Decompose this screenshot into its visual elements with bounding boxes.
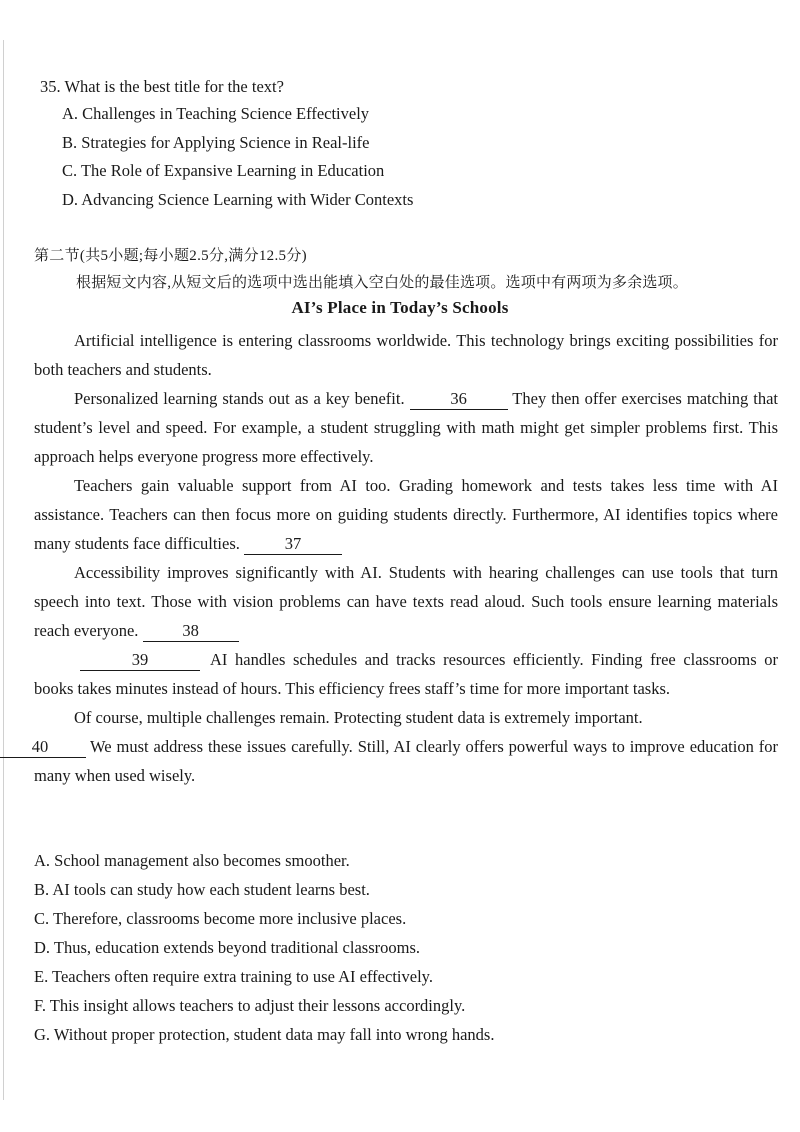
- passage-body: [31, 326, 779, 790]
- blank-40: 40: [0, 737, 86, 758]
- question-35: [40, 74, 413, 214]
- blank-39: 39: [80, 650, 200, 671]
- section-instruction: 根据短文内容,从短文后的选项中选出能填入空白处的最佳选项。选项中有两项为多余选项。: [76, 275, 688, 291]
- paragraph-5-text: AI handles schedules and tracks resources efficiently. Finding free classrooms or books takes minutes instead of hours. This efficiency frees staff’s time for more important tasks.: [34, 650, 778, 698]
- section-heading: 第二节(共5小题;每小题2.5分,满分12.5分): [34, 248, 307, 264]
- paragraph-2-text-a: Personalized learning stands out as a key benefit.: [74, 389, 405, 408]
- paragraph-6: [31, 703, 778, 790]
- answer-option-g: G. Without proper protection, student data may fall into wrong hands.: [34, 1025, 495, 1044]
- paragraph-3: [34, 471, 778, 558]
- blank-38: 38: [143, 621, 239, 642]
- answer-option-c: C. Therefore, classrooms become more inclusive places.: [34, 909, 407, 928]
- answer-options: [34, 846, 494, 1049]
- paragraph-1: Artificial intelligence is entering classrooms worldwide. This technology brings exciting possibilities for both teachers and students.: [34, 331, 778, 379]
- paragraph-6-text-a: Of course, multiple challenges remain. Protecting student data is extremely important.: [74, 708, 643, 727]
- paragraph-4: [34, 558, 778, 645]
- blank-37: 37: [244, 534, 342, 555]
- answer-option-a: A. School management also becomes smoother.: [34, 851, 350, 870]
- paragraph-5: [34, 645, 778, 703]
- paragraph-6-text-b: We must address these issues carefully. Still, AI clearly offers powerful ways to improve education for many when used wisely.: [34, 737, 778, 785]
- paragraph-2: [34, 384, 778, 471]
- paragraph-2-text-b: They then offer exercises matching that student’s level and speed. For example, a student struggling with math might get simpler problems first. This approach helps everyone progress more effectively.: [34, 389, 779, 466]
- answer-option-d: D. Thus, education extends beyond traditional classrooms.: [34, 938, 420, 957]
- answer-option-b: B. AI tools can study how each student learns best.: [34, 880, 370, 899]
- question-35-stem: 35. What is the best title for the text?: [40, 77, 284, 96]
- binding-margin-line: [3, 40, 4, 1100]
- question-35-option-c: C. The Role of Expansive Learning in Education: [62, 161, 385, 181]
- passage-title: AI’s Place in Today’s Schools: [291, 298, 509, 317]
- paragraph-4-text: Accessibility improves significantly with AI. Students with hearing challenges can use tools that turn speech into text. Those with vision problems can have texts read aloud. Such tools ensure learning materials reach everyone.: [34, 563, 778, 640]
- blank-36: 36: [410, 389, 508, 410]
- question-35-option-a: A. Challenges in Teaching Science Effectively: [62, 104, 370, 123]
- paragraph-3-text: Teachers gain valuable support from AI too. Grading homework and tests takes less time with AI assistance. Teachers can then focus more on guiding students directly. Furthermore, AI identifies topics where many students face difficulties.: [34, 476, 778, 553]
- answer-option-e: E. Teachers often require extra training to use AI effectively.: [34, 967, 433, 986]
- answer-option-f: F. This insight allows teachers to adjust their lessons accordingly.: [34, 996, 466, 1015]
- question-35-option-d: D. Advancing Science Learning with Wider Contexts: [62, 189, 414, 209]
- question-35-option-b: B. Strategies for Applying Science in Real-life: [62, 132, 370, 152]
